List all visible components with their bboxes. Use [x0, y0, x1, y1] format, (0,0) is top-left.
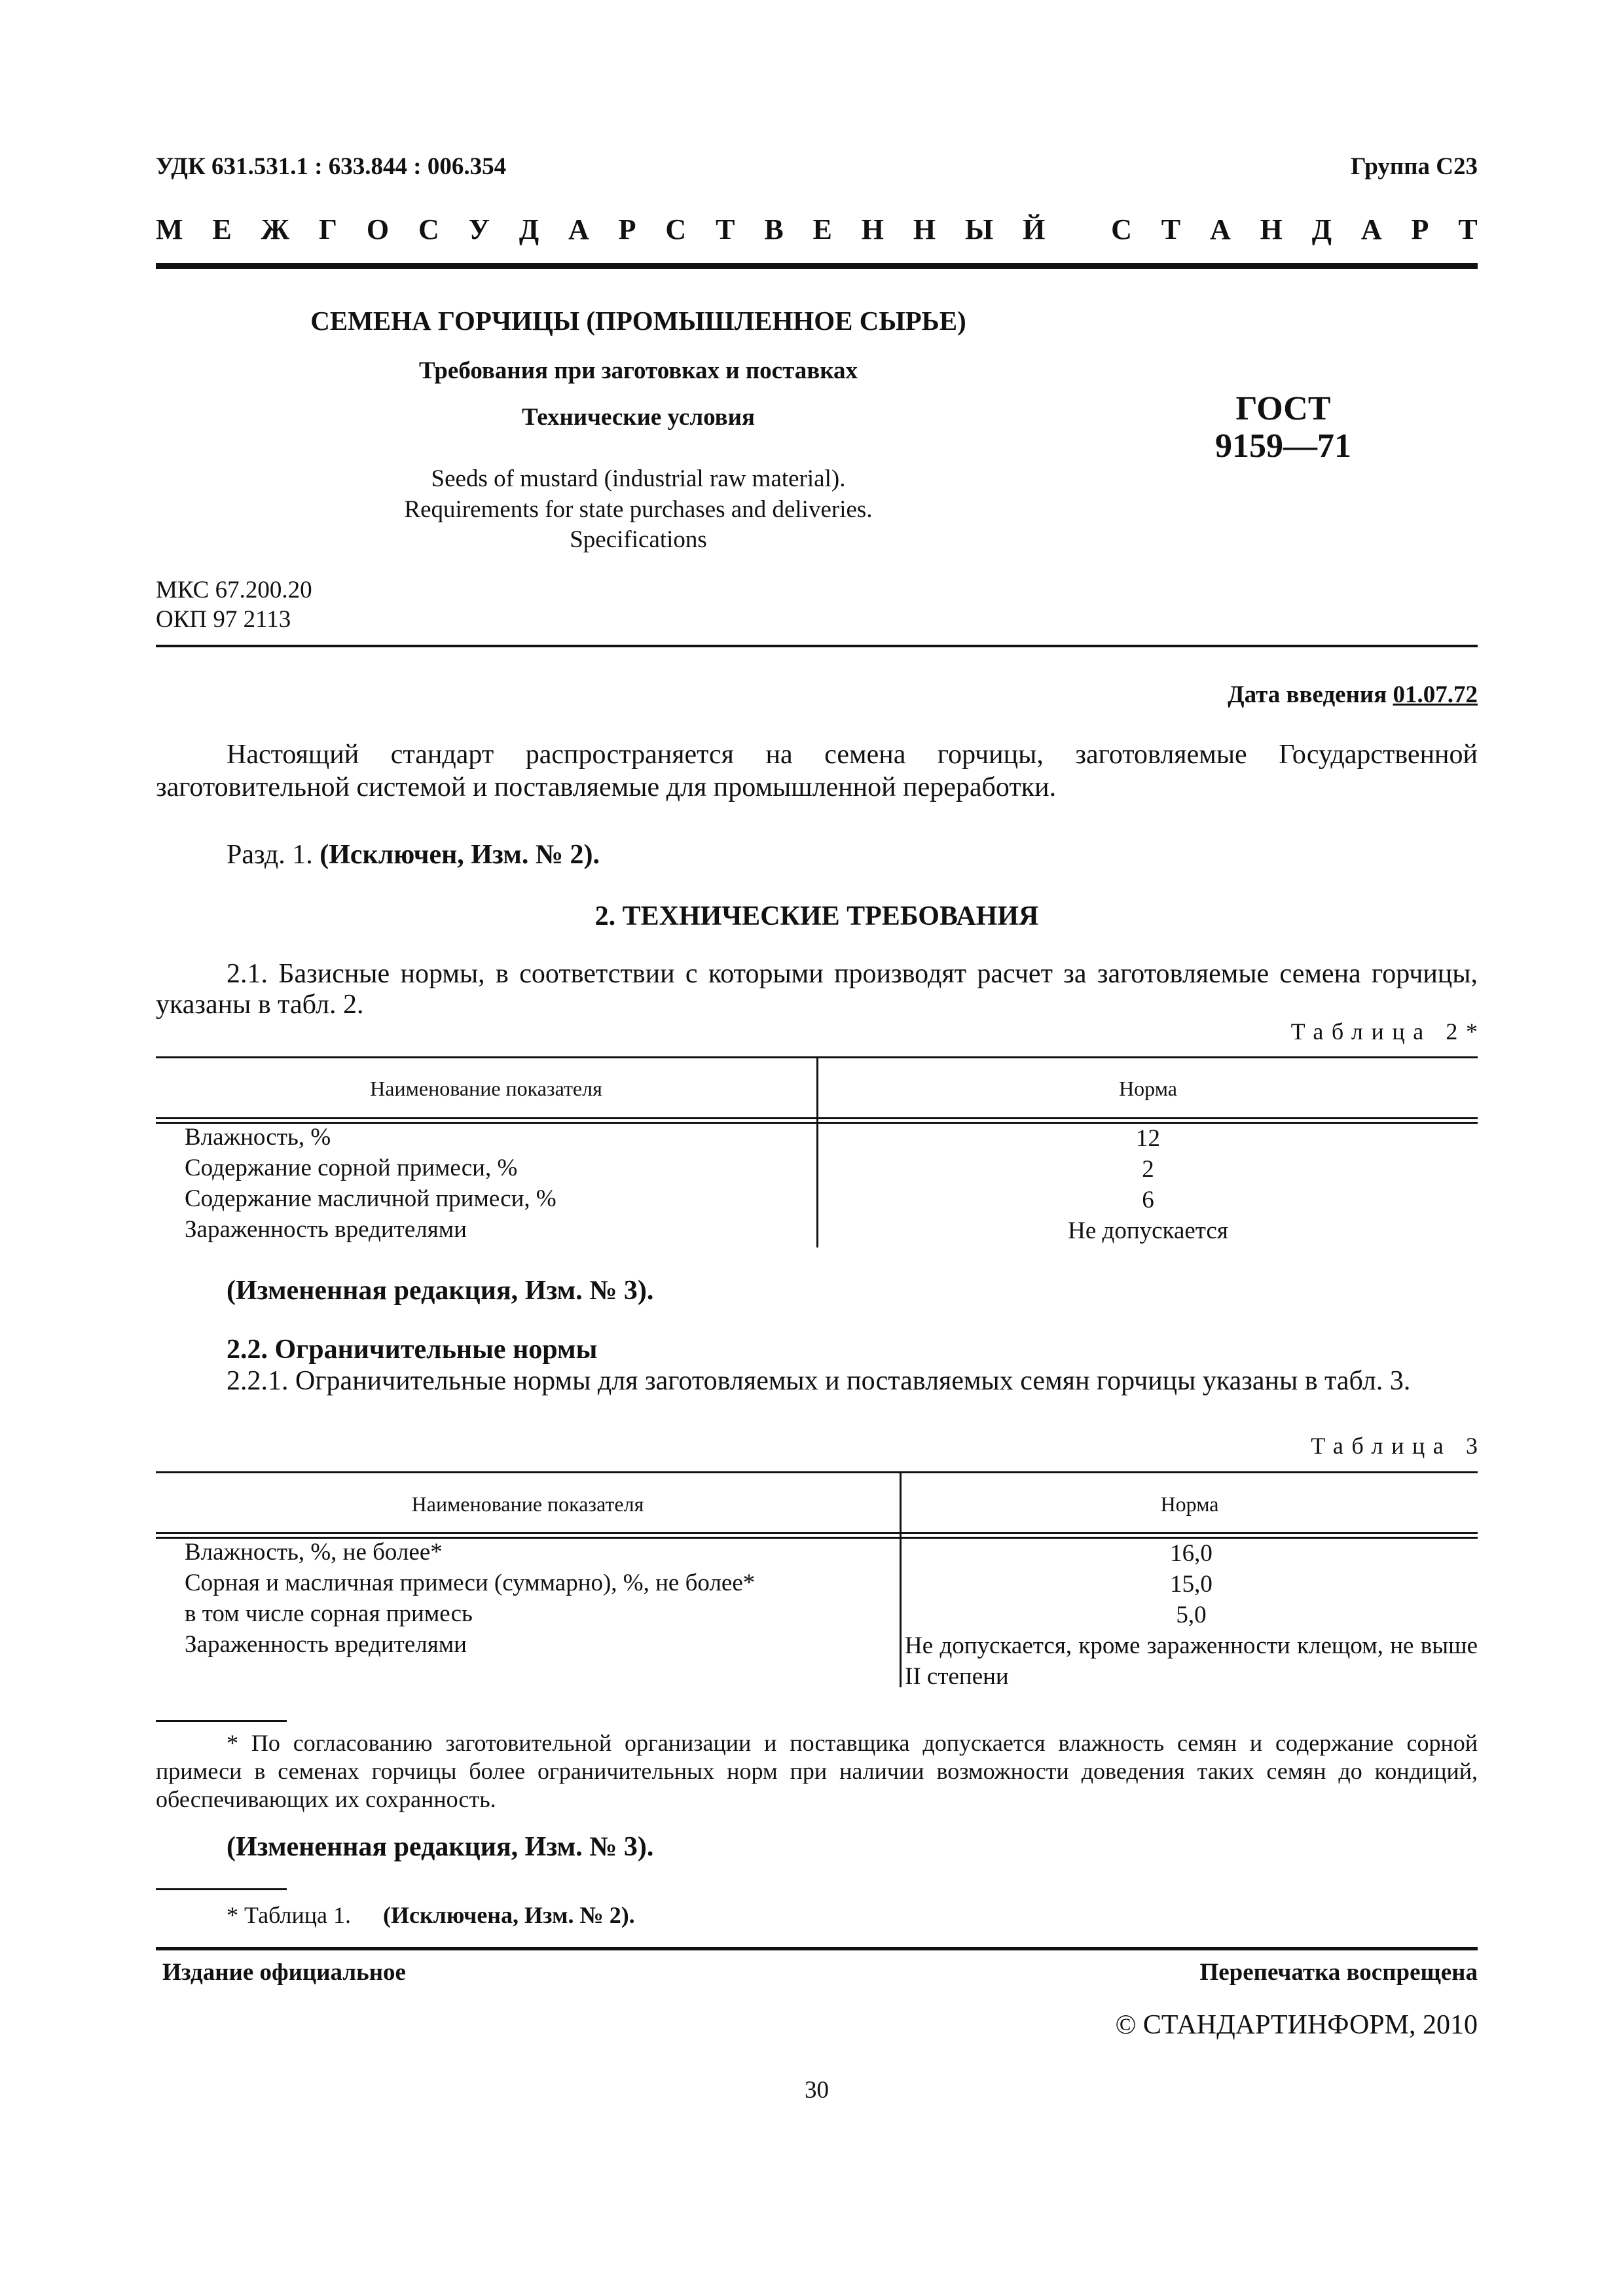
- title-en3: Specifications: [570, 526, 707, 553]
- page-number: 30: [805, 2077, 829, 2104]
- title-sub1: Требования при заготовках и поставках: [419, 357, 858, 384]
- footnote1-rule: [156, 1720, 287, 1722]
- footnote2-prefix: * Таблица 1.: [227, 1902, 351, 1928]
- table-row-value: 5,0: [1176, 1602, 1207, 1628]
- heading-letter: С: [418, 213, 439, 245]
- heading-letter: Е: [212, 213, 232, 245]
- table-row-value: Не допускается, кроме зараженности клещом, не выше II степени: [905, 1632, 1478, 1690]
- table3-label: Таблица 3: [1311, 1433, 1486, 1459]
- table3-top-rule: [156, 1471, 1478, 1473]
- heading-letter: А: [1360, 213, 1382, 245]
- heading-letter: Й: [1023, 213, 1046, 245]
- heading-letter: Д: [1311, 213, 1332, 245]
- table-row-value: 6: [1142, 1187, 1154, 1213]
- footnote2-rule: [156, 1888, 287, 1890]
- table-row-name: Влажность, %: [185, 1124, 331, 1151]
- footnote2-excluded: (Исключена, Изм. № 2).: [382, 1902, 635, 1928]
- group-code: Группа С23: [1351, 153, 1478, 180]
- heading-letter: С: [1111, 213, 1132, 245]
- table2-header-rule-1: [156, 1117, 1478, 1119]
- interstate-standard-heading: [156, 213, 1478, 246]
- footnote-1: * По согласованию заготовительной организации и поставщика допускается влажность семян и содержание сорной примеси в семенах горчицы более ограничительных норм при наличии возможности доведения таких семян до кондиций, обеспечивающих их сохранность.: [156, 1730, 1478, 1812]
- heading-letter: Н: [913, 213, 936, 245]
- table3-header-norm: Норма: [1160, 1492, 1219, 1516]
- table-row-name: Влажность, %, не более*: [185, 1539, 443, 1566]
- heading-letter: Н: [861, 213, 884, 245]
- paragraph-2-1: 2.1. Базисные нормы, в соответствии с которыми производят расчет за заготовляемые семена горчицы, указаны в табл. 2.: [156, 959, 1478, 1020]
- table-row-value: 2: [1142, 1156, 1154, 1183]
- paragraph-2-2-title: 2.2. Ограничительные нормы: [227, 1335, 598, 1365]
- heading-letter: С: [665, 213, 687, 245]
- table-row-value: 16,0: [1170, 1540, 1213, 1567]
- heading-letter: Ы: [965, 213, 994, 245]
- title-sub2: Технические условия: [522, 404, 755, 431]
- section1-note: [227, 839, 600, 870]
- reprint-prohibited: Перепечатка воспрещена: [1199, 1959, 1478, 1986]
- gost-label: ГОСТ: [1235, 390, 1331, 427]
- table-row-name: Содержание масличной примеси, %: [185, 1185, 556, 1212]
- table-row-name: Зараженность вредителями: [185, 1631, 467, 1658]
- heading-letter: Т: [1458, 213, 1478, 245]
- section1-prefix: Разд. 1.: [227, 840, 313, 870]
- udk-code: УДК 631.531.1 : 633.844 : 006.354: [156, 153, 507, 180]
- title-en2: Requirements for state purchases and deliveries.: [404, 496, 873, 523]
- heading-letter: Д: [519, 213, 539, 245]
- intro-date-value: 01.07.72: [1393, 681, 1478, 708]
- paragraph-2-2-1: 2.2.1. Ограничительные нормы для заготовляемых и поставляемых семян горчицы указаны в табл. 3.: [227, 1366, 1411, 1396]
- heading-letter: Т: [716, 213, 735, 245]
- table2-header-norm: Норма: [1119, 1077, 1177, 1100]
- footnote-2: [227, 1901, 635, 1929]
- table-row-value: 15,0: [1170, 1571, 1213, 1598]
- gost-number: 9159—71: [1215, 427, 1351, 465]
- table-row-name: Зараженность вредителями: [185, 1216, 467, 1243]
- copyright: © СТАНДАРТИНФОРМ, 2010: [1115, 2010, 1478, 2040]
- table2-label: Таблица 2*: [1290, 1018, 1486, 1045]
- changed-note-2: (Измененная редакция, Изм. № 3).: [227, 1832, 654, 1862]
- table-row-name: Сорная и масличная примеси (суммарно), %, не более*: [185, 1570, 756, 1596]
- heading-letter: В: [764, 213, 784, 245]
- table-row-name: Содержание сорной примеси, %: [185, 1155, 518, 1181]
- intro-date: [1228, 681, 1478, 709]
- section1-excluded: (Исключен, Изм. № 2).: [319, 840, 600, 870]
- intro-date-label: Дата введения: [1228, 681, 1387, 708]
- intro-paragraph: Настоящий стандарт распространяется на семена горчицы, заготовляемые Государственной заготовительной системой и поставляемые для промышленной переработки.: [156, 740, 1478, 802]
- official-edition: Издание официальное: [162, 1959, 406, 1986]
- heading-word-gap: [1074, 213, 1082, 246]
- heading-letter: Н: [1260, 213, 1283, 245]
- heading-letter: М: [156, 213, 183, 245]
- heading-letter: Ж: [261, 213, 290, 245]
- header-rule: [156, 263, 1478, 269]
- table-row-name: в том числе сорная примесь: [185, 1600, 473, 1627]
- heading-letter: Т: [1161, 213, 1181, 245]
- table-row-value: 12: [1136, 1125, 1160, 1152]
- heading-letter: Р: [618, 213, 636, 245]
- section2-title: 2. ТЕХНИЧЕСКИЕ ТРЕБОВАНИЯ: [594, 901, 1039, 931]
- heading-letter: О: [366, 213, 390, 245]
- mks-code: МКС 67.200.20: [156, 577, 312, 603]
- title-en1: Seeds of mustard (industrial raw material).: [431, 465, 846, 492]
- heading-letter: А: [568, 213, 589, 245]
- heading-letter: Е: [812, 213, 832, 245]
- changed-note-1: (Измененная редакция, Изм. № 3).: [227, 1276, 654, 1306]
- footer-rule: [156, 1947, 1478, 1950]
- heading-letter: А: [1209, 213, 1231, 245]
- table2-header-name: Наименование показателя: [370, 1077, 602, 1100]
- heading-letter: У: [468, 213, 490, 245]
- title-main: СЕМЕНА ГОРЧИЦЫ (ПРОМЫШЛЕННОЕ СЫРЬЕ): [310, 306, 966, 336]
- table3-header-rule-1: [156, 1532, 1478, 1534]
- table3-header-name: Наименование показателя: [411, 1492, 644, 1516]
- title-bottom-rule: [156, 645, 1478, 647]
- table-row-value: Не допускается: [1068, 1217, 1228, 1244]
- okp-code: ОКП 97 2113: [156, 606, 291, 633]
- heading-letter: Р: [1411, 213, 1429, 245]
- heading-letter: Г: [319, 213, 338, 245]
